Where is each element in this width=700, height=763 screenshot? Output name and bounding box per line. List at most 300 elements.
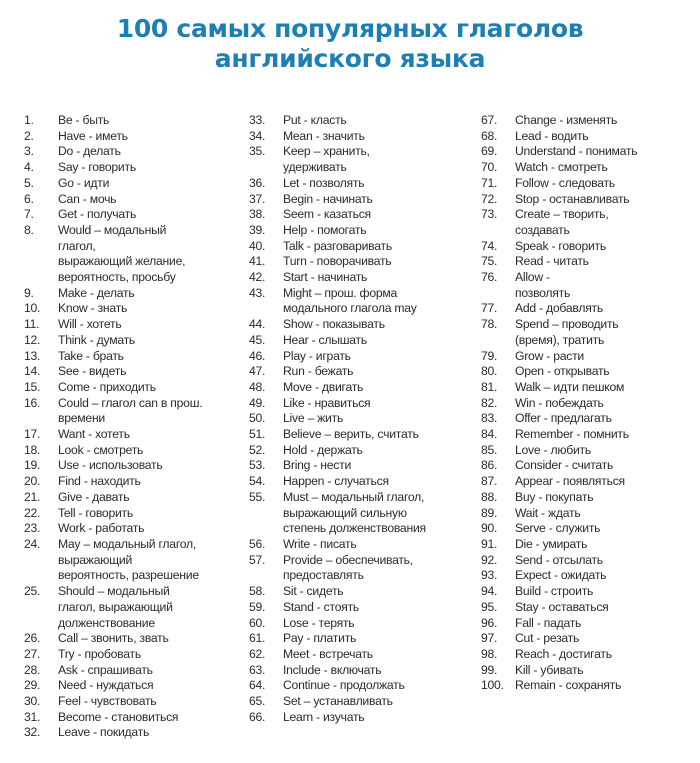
verb-number: 86. <box>481 458 498 473</box>
verb-entry <box>24 349 252 365</box>
verb-text-line: Grow - расти <box>515 348 584 363</box>
verb-number: 71. <box>481 175 498 190</box>
verb-text-line: Seem - казаться <box>283 207 371 222</box>
verb-text <box>283 223 366 239</box>
verb-number: 83. <box>481 411 498 426</box>
verb-number: 52. <box>249 442 266 457</box>
verb-text <box>515 553 603 569</box>
verb-text <box>58 678 153 694</box>
verb-text <box>283 631 356 647</box>
verb-text-line: Learn - изучать <box>283 709 365 724</box>
verb-text-line: времени <box>58 411 105 426</box>
verb-number: 12. <box>24 332 41 347</box>
verb-text <box>515 600 609 616</box>
verb-text <box>515 411 612 427</box>
verb-text <box>283 474 389 490</box>
verb-text-line: Set – устанавливать <box>283 694 393 709</box>
verb-entry <box>24 317 252 333</box>
verb-text-line: Work - работать <box>58 521 145 536</box>
verb-entry <box>249 239 477 255</box>
verb-number: 45. <box>249 332 266 347</box>
verb-number: 94. <box>481 584 498 599</box>
verb-text <box>515 427 629 443</box>
verb-number: 41. <box>249 254 266 269</box>
verb-text <box>58 286 134 302</box>
verb-text-line: Read - читать <box>515 254 589 269</box>
verb-number: 98. <box>481 646 498 661</box>
verb-number: 21. <box>24 489 41 504</box>
verb-entry <box>481 349 695 365</box>
verb-number: 82. <box>481 395 498 410</box>
verb-text <box>283 647 373 663</box>
verb-number: 70. <box>481 160 498 175</box>
verb-text-line: долженствование <box>58 615 155 630</box>
verb-entry <box>481 616 695 632</box>
verb-entry <box>481 254 695 270</box>
verb-text-line: Bring - нести <box>283 458 352 473</box>
verb-text-line: Run - бежать <box>283 364 354 379</box>
verb-text <box>283 663 381 679</box>
verb-number: 7. <box>24 207 34 222</box>
verb-number: 2. <box>24 128 34 143</box>
verb-number: 69. <box>481 144 498 159</box>
verb-number: 80. <box>481 364 498 379</box>
title-line-1: 100 самых популярных глаголов <box>116 14 584 43</box>
verb-number: 73. <box>481 207 498 222</box>
verb-text-line: Can - мочь <box>58 191 117 206</box>
verb-text <box>283 192 373 208</box>
verb-text-line: (время), тратить <box>515 332 605 347</box>
verb-text <box>58 301 127 317</box>
verb-number: 58. <box>249 584 266 599</box>
verb-entry <box>249 270 477 286</box>
verb-text <box>283 333 367 349</box>
verb-text-line: Might – прош. форма <box>283 285 398 300</box>
verb-entry <box>24 584 252 631</box>
verb-entry <box>249 192 477 208</box>
verb-number: 85. <box>481 442 498 457</box>
verb-text <box>515 474 625 490</box>
verb-text-line: Ask - спрашивать <box>58 662 153 677</box>
page-title <box>0 14 700 74</box>
verb-text <box>58 317 121 333</box>
verb-text <box>283 349 351 365</box>
verb-text <box>58 443 143 459</box>
verb-text-line: создавать <box>515 222 570 237</box>
verb-text-line: степень долженствования <box>283 521 426 536</box>
verb-text-line: вероятность, просьбу <box>58 270 176 285</box>
verb-text-line: Mean - значить <box>283 128 365 143</box>
verb-text-line: Win - побеждать <box>515 395 604 410</box>
verb-text-line: Watch - смотреть <box>515 160 608 175</box>
verb-entry <box>481 600 695 616</box>
verb-number: 72. <box>481 191 498 206</box>
verb-entry <box>249 317 477 333</box>
verb-number: 67. <box>481 113 498 127</box>
verb-number: 93. <box>481 568 498 583</box>
verb-number: 65. <box>249 694 266 709</box>
verb-text <box>58 694 156 710</box>
verb-text-line: Let - позволять <box>283 175 365 190</box>
verb-text-line: Change - изменять <box>515 113 618 127</box>
verb-text <box>58 113 109 129</box>
verb-text-line: вероятность, разрешение <box>58 568 199 583</box>
verb-entry <box>249 474 477 490</box>
verb-text-line: Would – модальный <box>58 222 167 237</box>
verb-number: 49. <box>249 395 266 410</box>
verb-number: 57. <box>249 552 266 567</box>
verb-text <box>58 380 156 396</box>
verb-text <box>515 631 579 647</box>
verb-column-2 <box>249 113 477 725</box>
verb-number: 24. <box>24 536 41 551</box>
verb-entry <box>249 427 477 443</box>
verb-entry <box>481 553 695 569</box>
verb-number: 48. <box>249 379 266 394</box>
verb-entry <box>481 317 695 348</box>
verb-column-3 <box>481 113 695 694</box>
verb-entry <box>24 710 252 726</box>
verb-entry <box>249 207 477 223</box>
verb-entry <box>481 663 695 679</box>
verb-text <box>58 647 141 663</box>
verb-number: 79. <box>481 348 498 363</box>
verb-entry <box>249 694 477 710</box>
verb-text <box>58 725 149 741</box>
verb-number: 55. <box>249 489 266 504</box>
verb-text <box>515 129 588 145</box>
verb-text <box>283 129 365 145</box>
verb-number: 90. <box>481 521 498 536</box>
verb-number: 9. <box>24 285 34 300</box>
verb-text-line: Walk – идти пешком <box>515 379 625 394</box>
verb-number: 31. <box>24 709 41 724</box>
verb-entry <box>481 521 695 537</box>
verb-text-line: Consider - считать <box>515 458 614 473</box>
verb-number: 1. <box>24 113 34 127</box>
verb-entry <box>24 663 252 679</box>
verb-entry <box>24 192 252 208</box>
verb-number: 89. <box>481 505 498 520</box>
verb-text-line: Help - помогать <box>283 222 367 237</box>
verb-number: 20. <box>24 474 41 489</box>
verb-text <box>283 678 405 694</box>
verb-text-line: Want - хотеть <box>58 427 130 442</box>
verb-text-line: Hold - держать <box>283 442 363 457</box>
verb-entry <box>249 144 477 175</box>
verb-text-line: Like - нравиться <box>283 395 371 410</box>
verb-text <box>515 144 637 160</box>
verb-number: 56. <box>249 536 266 551</box>
verb-number: 27. <box>24 646 41 661</box>
verb-text-line: глагол, выражающий <box>58 599 173 614</box>
verb-text <box>283 396 370 412</box>
verb-entry <box>481 443 695 459</box>
verb-entry <box>481 678 695 694</box>
verb-text-line: Kill - убивать <box>515 662 584 677</box>
verb-entry <box>481 568 695 584</box>
verb-text-line: Include - включать <box>283 662 382 677</box>
verb-text-line: Spend – проводить <box>515 317 619 332</box>
verb-entry <box>481 537 695 553</box>
verb-entry <box>249 364 477 380</box>
verb-number: 30. <box>24 694 41 709</box>
verb-entry <box>481 506 695 522</box>
verb-entry <box>481 301 695 317</box>
verb-text <box>283 144 370 175</box>
verb-number: 6. <box>24 191 34 206</box>
verb-number: 26. <box>24 631 41 646</box>
verb-text-line: Create – творить, <box>515 207 609 222</box>
verb-text <box>283 270 367 286</box>
verb-text-line: Have - иметь <box>58 128 128 143</box>
verb-text-line: Add - добавлять <box>515 301 603 316</box>
verb-number: 63. <box>249 662 266 677</box>
verb-number: 66. <box>249 709 266 724</box>
verb-entry <box>24 380 252 396</box>
verb-text-line: Make - делать <box>58 285 135 300</box>
verb-number: 10. <box>24 301 41 316</box>
verb-text-line: Buy - покупать <box>515 489 594 504</box>
verb-entry <box>24 129 252 145</box>
verb-entry <box>249 600 477 616</box>
verb-text <box>283 584 343 600</box>
verb-entry <box>481 239 695 255</box>
verb-text <box>515 270 570 301</box>
verb-number: 19. <box>24 458 41 473</box>
verb-entry <box>481 113 695 129</box>
verb-number: 38. <box>249 207 266 222</box>
verb-text-line: выражающий сильную <box>283 505 407 520</box>
verb-entry <box>24 176 252 192</box>
verb-entry <box>481 144 695 160</box>
verb-entry <box>481 396 695 412</box>
verb-text <box>515 443 591 459</box>
verb-text <box>283 490 426 537</box>
verb-text-line: Talk - разговаривать <box>283 238 392 253</box>
verb-text-line: Must – модальный глагол, <box>283 489 425 504</box>
verb-text <box>58 710 178 726</box>
verb-text-line: Try - пробовать <box>58 646 141 661</box>
verb-column-1 <box>24 113 252 741</box>
verb-number: 29. <box>24 678 41 693</box>
verb-number: 16. <box>24 395 41 410</box>
verb-text-line: Should – модальный <box>58 584 170 599</box>
verb-text <box>58 631 169 647</box>
verb-entry <box>481 631 695 647</box>
verb-text-line: Wait - ждать <box>515 505 581 520</box>
verb-text-line: Speak - говорить <box>515 238 606 253</box>
verb-number: 74. <box>481 238 498 253</box>
verb-number: 88. <box>481 489 498 504</box>
verb-number: 87. <box>481 474 498 489</box>
verb-entry <box>24 506 252 522</box>
verb-text <box>58 584 173 631</box>
verb-text-line: Lead - водить <box>515 128 589 143</box>
verb-number: 32. <box>24 725 41 740</box>
verb-entry <box>249 223 477 239</box>
verb-number: 33. <box>249 113 266 127</box>
verb-text-line: Remain - сохранять <box>515 678 622 693</box>
verb-text-line: Start - начинать <box>283 270 368 285</box>
verb-text <box>58 490 129 506</box>
verb-text-line: Build - строить <box>515 584 594 599</box>
verb-entry <box>481 364 695 380</box>
verb-text-line: Believe – верить, считать <box>283 427 419 442</box>
verb-text-line: Play - играть <box>283 348 351 363</box>
verb-entry <box>24 647 252 663</box>
verb-number: 4. <box>24 160 34 175</box>
verb-text-line: выражающий желание, <box>58 254 186 269</box>
verb-text-line: Pay - платить <box>283 631 357 646</box>
verb-entry <box>481 207 695 238</box>
verb-text-line: Send - отсылать <box>515 552 603 567</box>
verb-text <box>283 207 371 223</box>
verb-text-line: Follow - следовать <box>515 175 615 190</box>
verb-text-line: Appear - появляться <box>515 474 625 489</box>
verb-text <box>515 160 608 176</box>
verb-entry <box>24 474 252 490</box>
verb-text-line: Happen - случаться <box>283 474 389 489</box>
verb-entry <box>24 427 252 443</box>
verb-text-line: Keep – хранить, <box>283 144 370 159</box>
verb-text <box>515 207 608 238</box>
verb-text <box>515 521 600 537</box>
verb-entry <box>481 160 695 176</box>
verb-entry <box>24 537 252 584</box>
verb-text <box>515 663 583 679</box>
verb-number: 59. <box>249 599 266 614</box>
verb-text-line: Stay - оставаться <box>515 599 609 614</box>
verb-text <box>515 490 593 506</box>
verb-text <box>283 616 354 632</box>
verb-text-line: Serve - служить <box>515 521 601 536</box>
verb-number: 61. <box>249 631 266 646</box>
verb-entry <box>249 490 477 537</box>
verb-text-line: Give - давать <box>58 489 130 504</box>
verb-text-line: глагол, <box>58 238 96 253</box>
verb-number: 77. <box>481 301 498 316</box>
verb-text-line: Need - нуждаться <box>58 678 154 693</box>
verb-number: 34. <box>249 128 266 143</box>
verb-text-line: Turn - поворачивать <box>283 254 392 269</box>
verb-entry <box>24 694 252 710</box>
verb-text <box>283 380 363 396</box>
verb-entry <box>24 490 252 506</box>
verb-entry <box>249 411 477 427</box>
verb-text-line: Fall - падать <box>515 615 582 630</box>
verb-entry <box>481 474 695 490</box>
verb-entry <box>249 176 477 192</box>
verb-text <box>58 176 109 192</box>
verb-entry <box>24 521 252 537</box>
verb-entry <box>24 333 252 349</box>
verb-number: 8. <box>24 222 34 237</box>
verb-text <box>283 411 343 427</box>
verb-text-line: Meet - встречать <box>283 646 373 661</box>
verb-text <box>515 616 581 632</box>
verb-text-line: Understand - понимать <box>515 144 638 159</box>
verb-number: 23. <box>24 521 41 536</box>
verb-text <box>515 176 615 192</box>
verb-text-line: Go - идти <box>58 175 110 190</box>
verb-text <box>58 192 116 208</box>
verb-text <box>515 380 624 396</box>
verb-number: 40. <box>249 238 266 253</box>
verb-text-line: Be - быть <box>58 113 110 127</box>
verb-text-line: Get - получать <box>58 207 137 222</box>
verb-entry <box>24 207 252 223</box>
verb-text <box>283 443 363 459</box>
verb-number: 75. <box>481 254 498 269</box>
verb-text <box>515 301 603 317</box>
verb-text-line: модального глагола may <box>283 301 417 316</box>
verb-text-line: See - видеть <box>58 364 127 379</box>
verb-text-line: Come - приходить <box>58 379 156 394</box>
verb-number: 84. <box>481 427 498 442</box>
verb-text <box>283 694 393 710</box>
verb-entry <box>481 270 695 301</box>
verb-text-line: May – модальный глагол, <box>58 536 196 551</box>
verb-entry <box>249 678 477 694</box>
verb-text <box>58 458 163 474</box>
verb-text <box>283 176 364 192</box>
verb-number: 22. <box>24 505 41 520</box>
verb-text <box>283 239 392 255</box>
verb-entry <box>249 286 477 317</box>
verb-text-line: Expect - ожидать <box>515 568 607 583</box>
verb-text-line: Could – глагол can в прош. <box>58 395 203 410</box>
verb-text <box>515 192 629 208</box>
verb-text-line: Find - находить <box>58 474 141 489</box>
verb-entry <box>481 192 695 208</box>
verb-entry <box>24 678 252 694</box>
verb-text <box>283 537 357 553</box>
verb-text <box>283 254 391 270</box>
verb-text <box>58 474 141 490</box>
verb-number: 39. <box>249 222 266 237</box>
verb-entry <box>24 458 252 474</box>
verb-text <box>58 521 144 537</box>
verb-text <box>283 317 385 333</box>
verb-number: 53. <box>249 458 266 473</box>
verb-text <box>515 364 609 380</box>
verb-entry <box>24 443 252 459</box>
verb-text-line: Use - использовать <box>58 458 163 473</box>
verb-text-line: Show - показывать <box>283 317 385 332</box>
verb-number: 36. <box>249 175 266 190</box>
verb-text <box>283 710 364 726</box>
verb-number: 14. <box>24 364 41 379</box>
verb-text-line: Continue - продолжать <box>283 678 405 693</box>
verb-number: 43. <box>249 285 266 300</box>
verb-text-line: Stand - стоять <box>283 599 360 614</box>
verb-text-line: Die - умирать <box>515 536 588 551</box>
verb-entry <box>249 710 477 726</box>
verb-number: 50. <box>249 411 266 426</box>
verb-text-line: позволять <box>515 285 571 300</box>
verb-entry <box>481 380 695 396</box>
verb-text-line: Call – звонить, звать <box>58 631 169 646</box>
verb-text-line: Tell - говорить <box>58 505 133 520</box>
verb-entry <box>24 113 252 129</box>
verb-number: 99. <box>481 662 498 677</box>
verb-text <box>58 364 126 380</box>
verb-entry <box>24 725 252 741</box>
verb-number: 44. <box>249 317 266 332</box>
verb-text-line: Allow - <box>515 270 550 285</box>
verb-number: 51. <box>249 427 266 442</box>
